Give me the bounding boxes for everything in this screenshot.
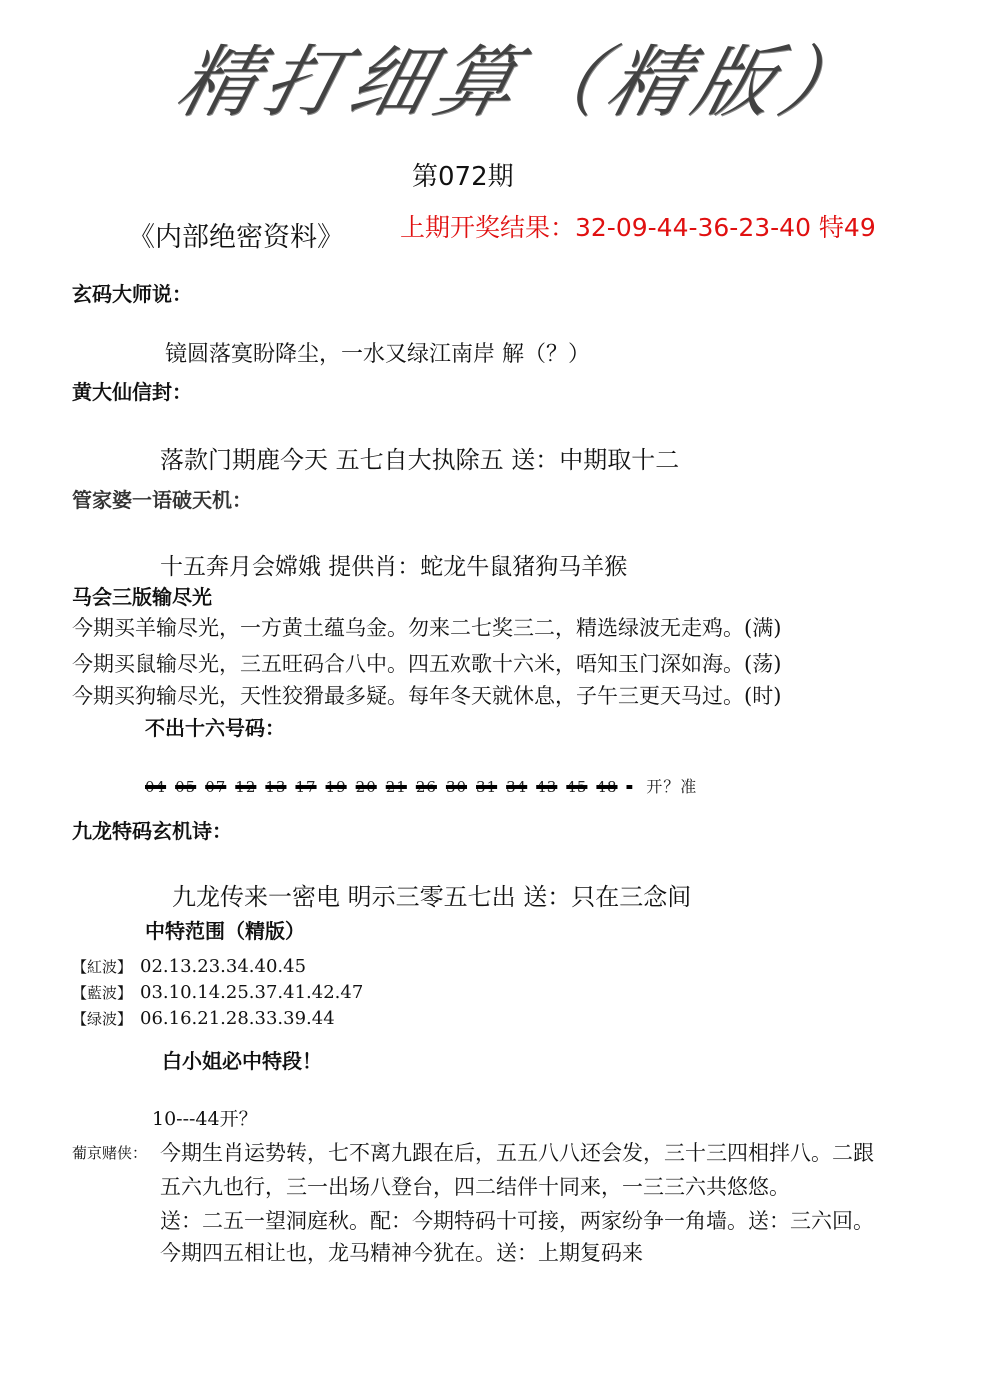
wave-red-label: 【紅波】 bbox=[72, 958, 133, 976]
excluded-number: 31 bbox=[476, 778, 498, 796]
wave-blue-label: 【藍波】 bbox=[72, 984, 133, 1002]
guanjia-verse: 十五奔月会嫦娥 提供肖：蛇龙牛鼠猪狗马羊猴 bbox=[160, 554, 628, 580]
wave-green-label: 【绿波】 bbox=[72, 1010, 133, 1028]
pujing-line-4: 今期四五相让也，龙马精神今犹在。送：上期复码来 bbox=[160, 1241, 643, 1265]
xuanma-verse: 镜圆落寞盼降尘，一水又绿江南岸 解（？） bbox=[165, 342, 590, 367]
excluded-number: 13 bbox=[265, 778, 287, 796]
jiulong-verse: 九龙传来一密电 明示三零五七出 送：只在三念间 bbox=[172, 883, 692, 911]
pujing-line-2: 五六九也行，三一出场八登台，四二结伴十同来，一三三六共悠悠。 bbox=[160, 1175, 790, 1199]
baixiaojie-heading: 白小姐必中特段！ bbox=[162, 1049, 322, 1073]
excluded-numbers-row bbox=[145, 774, 697, 797]
pujing-line-3: 送：二五一望洞庭秋。配：今期特码十可接，两家纷争一角墙。送：三六回。 bbox=[160, 1209, 874, 1233]
jiulong-heading: 九龙特码玄机诗： bbox=[72, 819, 232, 843]
wave-green bbox=[72, 1008, 335, 1029]
mahui-heading: 马会三版输尽光 bbox=[72, 585, 212, 609]
excluded-number: 30 bbox=[445, 778, 468, 796]
huangdaxian-heading: 黄大仙信封： bbox=[72, 380, 192, 404]
guanjia-heading: 管家婆一语破天机： bbox=[72, 488, 252, 512]
excluded-number: 04 bbox=[145, 778, 167, 796]
mahui-line-1: 今期买羊输尽光，一方黄土蕴乌金。勿来二七奖三二，精选绿波无走鸡。(满) bbox=[72, 616, 782, 640]
excluded-number: 20 bbox=[355, 778, 377, 796]
excluded-number: 21 bbox=[385, 778, 407, 796]
excluded-number: 34 bbox=[506, 778, 528, 796]
huangdaxian-verse: 落款门期鹿今天 五七自大执除五 送：中期取十二 bbox=[160, 446, 680, 474]
banner-title: 精打细算（精版） bbox=[168, 38, 879, 128]
excluded-note: 开？准 bbox=[646, 777, 698, 796]
internal-label: 《内部绝密资料》 bbox=[128, 222, 344, 253]
wave-red bbox=[72, 956, 306, 977]
excluded-numbers bbox=[145, 778, 632, 796]
wave-blue-numbers: 03.10.14.25.37.41.42.47 bbox=[140, 982, 364, 1003]
excluded-number: 12 bbox=[235, 778, 257, 796]
excluded-number: 48 bbox=[596, 778, 618, 796]
wave-green-numbers: 06.16.21.28.33.39.44 bbox=[140, 1008, 335, 1029]
mahui-line-2: 今期买鼠输尽光，三五旺码合八中。四五欢歌十六米，唔知玉门深如海。(荡) bbox=[72, 652, 782, 676]
excluded-number: 45 bbox=[566, 778, 588, 796]
pujing-line-1: 今期生肖运势转，七不离九跟在后，五五八八还会发，三十三四相拌八。二跟 bbox=[160, 1141, 874, 1165]
baixiaojie-range: 10---44开？ bbox=[152, 1108, 258, 1130]
excluded-number: 05 bbox=[175, 778, 197, 796]
zhongte-heading: 中特范围（精版） bbox=[145, 919, 305, 943]
xuanma-heading: 玄码大师说： bbox=[72, 282, 192, 306]
period-number: 第072期 bbox=[412, 162, 514, 192]
wave-blue bbox=[72, 982, 363, 1003]
last-result: 上期开奖结果：32-09-44-36-23-40 特49 bbox=[400, 213, 876, 242]
excluded-number: 17 bbox=[295, 778, 317, 796]
pujing-label: 葡京赌侠： bbox=[72, 1144, 148, 1162]
mahui-line-3: 今期买狗输尽光，天性狡猾最多疑。每年冬天就休息，子午三更天马过。(时) bbox=[72, 684, 782, 708]
excluded-number: 26 bbox=[415, 778, 437, 796]
excluded-number: 19 bbox=[325, 778, 347, 796]
buchu-heading: 不出十六号码： bbox=[145, 716, 285, 740]
excluded-number: 07 bbox=[205, 778, 227, 796]
excluded-number: 43 bbox=[536, 778, 558, 796]
wave-red-numbers: 02.13.23.34.40.45 bbox=[140, 956, 307, 977]
